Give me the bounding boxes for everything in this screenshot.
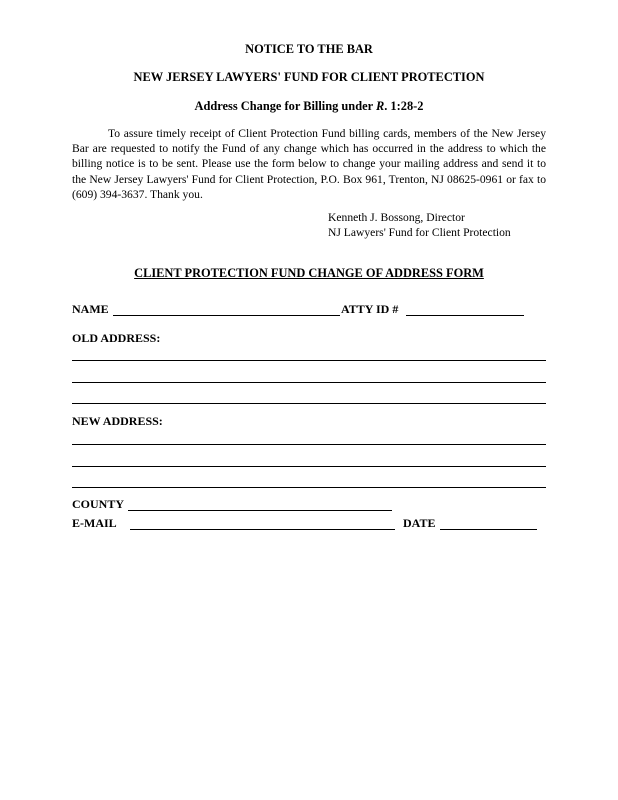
signature-org: NJ Lawyers' Fund for Client Protection (328, 226, 511, 239)
intro-paragraph: To assure timely receipt of Client Protection Fund billing cards, members of the New Jersey Bar are requested to notify the Fund of any change which has occurred in the address to which the billing notice is to be sent. Please use the form below to change your mailing address and send it to the New Jersey Lawyers' Fund for Client Protection, P.O. Box 961, Trenton, NJ 08625-0961 or fax to (609) 394-3637. Thank you. (72, 127, 546, 201)
county-field[interactable] (128, 510, 392, 511)
atty-id-field[interactable] (406, 315, 524, 316)
old-address-line-2[interactable] (72, 382, 546, 383)
notice-heading: NOTICE TO THE BAR (245, 42, 373, 56)
new-address-line-2[interactable] (72, 466, 546, 467)
subtitle-rule-letter: R (375, 99, 385, 113)
new-address-line-1[interactable] (72, 444, 546, 445)
old-address-label: OLD ADDRESS: (72, 331, 161, 345)
new-address-label: NEW ADDRESS: (72, 414, 163, 428)
county-label: COUNTY (72, 497, 125, 511)
form-title: CLIENT PROTECTION FUND CHANGE OF ADDRESS FORM (134, 266, 484, 280)
name-label: NAME (72, 302, 109, 316)
subtitle-suffix: . 1:28-2 (384, 99, 424, 113)
organization-heading: NEW JERSEY LAWYERS' FUND FOR CLIENT PROTECTION (133, 70, 485, 84)
name-field[interactable] (113, 315, 340, 316)
date-field[interactable] (440, 529, 537, 530)
atty-id-label: ATTY ID # (341, 302, 399, 316)
subtitle-prefix: Address Change for Billing under (194, 99, 376, 113)
date-label: DATE (403, 516, 436, 530)
email-field[interactable] (130, 529, 395, 530)
old-address-line-3[interactable] (72, 403, 546, 404)
subtitle-heading (72, 99, 546, 114)
new-address-line-3[interactable] (72, 487, 546, 488)
old-address-line-1[interactable] (72, 360, 546, 361)
email-label: E-MAIL (72, 516, 117, 530)
signature-name: Kenneth J. Bossong, Director (328, 211, 465, 224)
